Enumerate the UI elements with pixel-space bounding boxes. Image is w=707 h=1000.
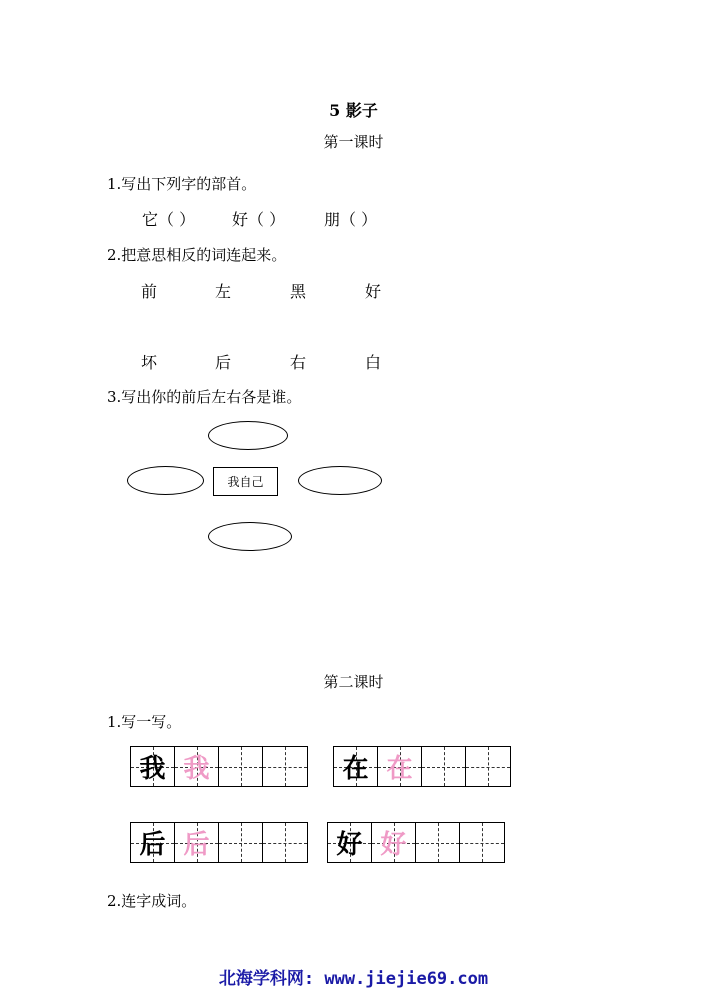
model-char: 好	[336, 830, 363, 860]
grid-cell-trace[interactable]	[175, 823, 219, 862]
writing-grid	[327, 822, 505, 863]
match-word-bottom: 右	[290, 353, 307, 372]
self-box: 我自己	[213, 467, 278, 496]
lesson-2-heading: 第二课时	[323, 673, 384, 691]
grid-cell-trace[interactable]	[372, 823, 416, 862]
grid-cell-trace[interactable]	[378, 747, 422, 786]
trace-char: 好	[380, 830, 407, 860]
left-ellipse[interactable]	[127, 466, 204, 495]
question-2-1: 1.写一写。	[107, 713, 182, 731]
grid-cell-model	[328, 823, 372, 862]
writing-grid	[130, 822, 308, 863]
model-char: 我	[139, 754, 166, 784]
radical-item: 好（ ）	[232, 210, 286, 229]
writing-grid	[130, 746, 308, 787]
question-1-1: 1.写出下列字的部首。	[107, 175, 257, 193]
match-word-top: 左	[215, 282, 232, 301]
match-word-bottom: 后	[215, 353, 232, 372]
radical-item: 朋（ ）	[324, 210, 378, 229]
grid-cell-trace[interactable]	[175, 747, 219, 786]
match-word-top: 黑	[290, 282, 307, 301]
grid-cell-model	[131, 747, 175, 786]
model-char: 在	[342, 754, 369, 784]
page-title: 5 影子	[329, 101, 378, 120]
footer-watermark: 北海学科网: www.jiejie69.com	[218, 969, 489, 989]
question-2-2: 2.连字成词。	[107, 892, 197, 910]
match-word-bottom: 白	[365, 353, 382, 372]
question-1-2: 2.把意思相反的词连起来。	[107, 246, 287, 264]
grid-cell-blank[interactable]	[460, 823, 504, 862]
match-word-top: 好	[365, 282, 382, 301]
back-ellipse[interactable]	[208, 522, 292, 551]
grid-cell-model	[334, 747, 378, 786]
match-word-top: 前	[141, 282, 158, 301]
grid-cell-blank[interactable]	[219, 747, 263, 786]
question-1-3: 3.写出你的前后左右各是谁。	[107, 388, 302, 406]
lesson-1-heading: 第一课时	[323, 133, 384, 151]
grid-cell-blank[interactable]	[422, 747, 466, 786]
grid-cell-blank[interactable]	[219, 823, 263, 862]
model-char: 后	[139, 830, 166, 860]
grid-cell-model	[131, 823, 175, 862]
grid-cell-blank[interactable]	[466, 747, 510, 786]
grid-cell-blank[interactable]	[263, 823, 307, 862]
trace-char: 后	[183, 830, 210, 860]
match-word-bottom: 坏	[141, 353, 158, 372]
trace-char: 在	[386, 754, 413, 784]
grid-cell-blank[interactable]	[416, 823, 460, 862]
writing-grid	[333, 746, 511, 787]
trace-char: 我	[183, 754, 210, 784]
radical-item: 它（ ）	[142, 210, 196, 229]
front-ellipse[interactable]	[208, 421, 288, 450]
grid-cell-blank[interactable]	[263, 747, 307, 786]
right-ellipse[interactable]	[298, 466, 382, 495]
